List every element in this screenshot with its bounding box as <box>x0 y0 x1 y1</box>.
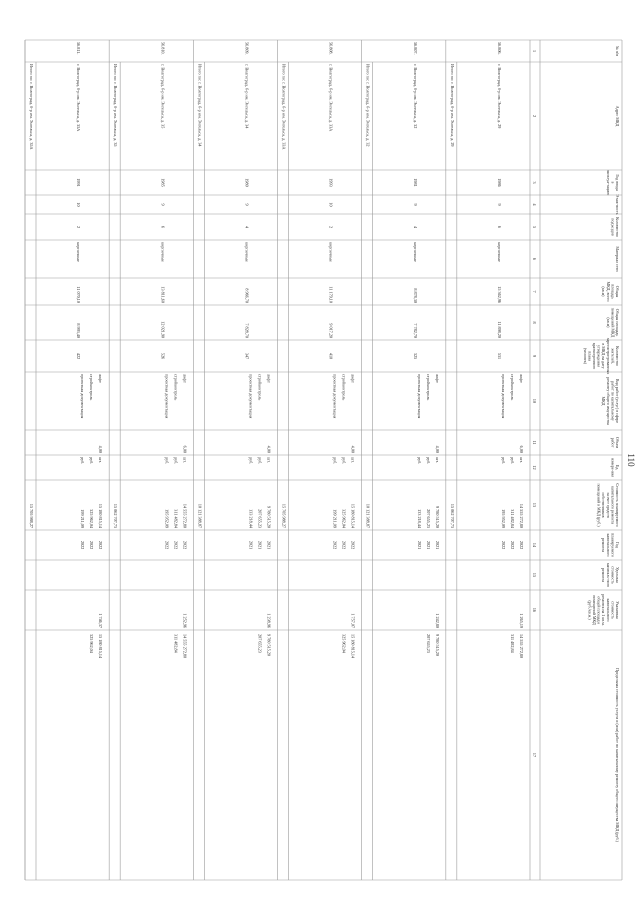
row-year-plan: 2022 <box>80 540 86 550</box>
header-specified: Указаннаястоимостькапитальногоремонта на 1 кв.м.общей площадипомещений МКД(руб./кв.м.) <box>587 594 620 626</box>
row-work-type: лифт <box>350 374 356 383</box>
row-work-type: лифт <box>98 374 104 383</box>
row-year-plan: 2021 <box>248 540 254 550</box>
row-work-type: стройконтроль <box>89 374 95 401</box>
row-unit: руб. <box>416 457 422 465</box>
row-area-total: 13 811,60 <box>160 286 166 303</box>
row-residents: 526 <box>160 352 166 360</box>
row-unit: руб. <box>257 457 263 465</box>
row-year: 1985 <box>160 178 166 187</box>
header-unit-cost: Удельнаястоимостькапиталь-ногоремонта <box>601 562 620 588</box>
row-floors: 10 <box>328 202 334 207</box>
row-wall: кирпичные <box>328 242 334 262</box>
register-table <box>25 40 622 880</box>
row-cost: 133 218,44 <box>248 509 254 528</box>
row-entrances: 2 <box>328 225 334 229</box>
row-subtotal-label: Итого по: г. Волгоград, б-р им. Энгельса, д. 35А <box>29 64 34 150</box>
row-area-total: 11 070,10 <box>76 286 82 303</box>
row-unit: руб. <box>332 457 338 465</box>
row-specified-cost: 1 238,96 <box>266 613 272 628</box>
row-unit: руб. <box>80 457 86 465</box>
column-number: 10 <box>532 398 537 404</box>
row-floors: 9 <box>244 203 250 206</box>
row-cost: 133 218,44 <box>416 509 422 528</box>
column-number: 13 <box>532 502 537 508</box>
row-limit: 15 180 815,14 <box>98 634 104 659</box>
row-cost: 199 211,09 <box>332 509 338 528</box>
row-unit: руб. <box>248 457 254 465</box>
header-limit: Предельная стоимость услуги и (или) работ по капитальному ремонту общего имущества МКД (руб.) <box>615 668 620 842</box>
row-residents: 531 <box>497 352 503 360</box>
row-year-plan: 2022 <box>182 540 188 550</box>
row-year: 1986 <box>497 178 503 187</box>
row-cost: 15 180 815,14 <box>350 503 356 528</box>
header-year-plan: Годпланируемогокапитальногоремонта <box>601 533 620 557</box>
row-year-plan: 2021 <box>425 540 431 550</box>
row-subtotal-sum: 15 062 707,73 <box>113 503 119 528</box>
row-subtotal-label: Итого по: г. Волгоград, б-р им. Энгельса, д. 34 <box>197 64 203 147</box>
row-entrances: 4 <box>412 225 418 229</box>
row-floors: 10 <box>76 202 82 207</box>
row-wall: кирпичные <box>412 242 418 262</box>
row-subtotal-label: Итого по: г. Волгоград, б-р им. Энгельса, д. 33А <box>281 64 287 150</box>
row-specified-cost: 1 265,19 <box>519 613 524 628</box>
row-volume: 4,00 <box>350 445 356 453</box>
row-number: 56.808. <box>328 42 334 55</box>
row-floors: 9 <box>160 203 166 206</box>
row-year-plan: 2022 <box>89 540 95 550</box>
row-work-type: проектная документация <box>501 374 506 419</box>
row-area-premises: 12 021,90 <box>160 321 166 338</box>
header-volume: Объемработ <box>610 436 620 449</box>
row-cost: 14 555 272,80 <box>519 503 524 528</box>
row-address: г. Волгоград, б-р им. Энгельса, д. 34 <box>244 64 250 129</box>
page-number: 110 <box>626 453 636 467</box>
row-cost: 195 952,09 <box>501 509 506 528</box>
row-entrances: 6 <box>160 225 166 229</box>
row-unit: руб. <box>173 457 179 465</box>
row-subtotal-label: Итого по: г. Волгоград, б-р им. Энгельса, д. 32 <box>365 64 371 147</box>
row-residents: 347 <box>244 352 250 360</box>
row-year: 1981 <box>412 178 418 187</box>
row-area-premises: 7 782,70 <box>412 323 418 338</box>
row-year-plan: 2021 <box>257 540 263 550</box>
row-number: 56.810. <box>160 42 166 55</box>
row-wall: кирпичные <box>160 242 166 262</box>
column-number: 6 <box>532 257 537 261</box>
header-cost: Стоимость планируемогокапитального ремонтаза счет средствсобственниковпомещений в МКД (руб.) <box>596 483 620 527</box>
row-specified-cost: 1 252,96 <box>182 613 188 628</box>
row-year: 1991 <box>76 178 82 187</box>
header-entrances: Количествоподъездов <box>610 217 620 237</box>
row-year-plan: 2022 <box>350 540 356 550</box>
row-residents: 410 <box>328 352 334 360</box>
row-unit: шт. <box>266 457 272 463</box>
row-area-total: 8 966,70 <box>244 288 250 303</box>
row-unit: шт. <box>98 457 104 463</box>
row-residents: 422 <box>76 352 82 360</box>
row-cost: 9 780 515,20 <box>434 506 440 528</box>
column-number: 5 <box>532 225 537 229</box>
row-work-type: стройконтроль <box>425 374 431 401</box>
column-number: 17 <box>532 752 537 758</box>
row-wall: кирпичные <box>244 242 250 262</box>
row-limit-2: 311 482,84 <box>173 634 179 653</box>
row-work-type: проектная документация <box>80 374 86 419</box>
column-number: 4 <box>532 203 537 206</box>
row-work-type: проектная документация <box>164 374 170 419</box>
row-unit: шт. <box>519 457 524 463</box>
row-year-plan: 2022 <box>332 540 338 550</box>
header-address: Адрес МКД <box>615 105 620 127</box>
row-specified-cost: 1 242,80 <box>434 613 440 628</box>
row-work-type: стройконтроль <box>341 374 347 401</box>
row-unit: руб. <box>510 457 515 465</box>
row-year-plan: 2022 <box>519 540 524 550</box>
row-subtotal-sum: 15 705 988,27 <box>281 503 287 528</box>
row-volume: 4,00 <box>434 445 440 453</box>
header-year: Год вводавэксплуа-тацию <box>605 169 620 196</box>
row-volume: 4,00 <box>98 445 104 453</box>
row-floors: 9 <box>412 203 418 206</box>
row-volume: 6,00 <box>182 445 188 453</box>
row-work-type: лифт <box>182 374 188 383</box>
column-number: 2 <box>532 114 537 118</box>
header-wall: Материал стен <box>615 246 620 272</box>
row-cost: 325 962,04 <box>341 509 347 528</box>
header-work-type: Вид работ (услуг) в сфереработ по капитальномуремонту общего имуществаМКД <box>601 377 620 425</box>
column-number: 9 <box>532 354 537 358</box>
row-area-premises: 11 898,20 <box>497 321 503 338</box>
row-subtotal-sum: 10 121 388,87 <box>365 503 371 528</box>
row-cost: 9 780 515,20 <box>266 506 272 528</box>
column-number: 16 <box>532 607 537 613</box>
row-work-type: стройконтроль <box>510 374 515 401</box>
row-subtotal-sum: 10 121 388,87 <box>197 503 203 528</box>
row-area-premises: 9 017,20 <box>328 323 334 338</box>
column-number: 12 <box>532 465 537 470</box>
row-cost: 195 952,09 <box>164 509 170 528</box>
row-subtotal-sum: 15 062 707,73 <box>449 503 455 528</box>
column-number: 8 <box>532 321 537 324</box>
row-work-type: лифт <box>266 374 272 383</box>
row-year-plan: 2021 <box>434 540 440 550</box>
row-work-type: лифт <box>519 374 524 383</box>
row-cost: 311 482,84 <box>173 509 179 528</box>
row-work-type: стройконтроль <box>257 374 263 401</box>
row-limit-2: 207 655,23 <box>257 634 263 653</box>
row-work-type: проектная документация <box>248 374 254 419</box>
row-number: 56.811. <box>76 42 82 55</box>
row-cost: 199 211,09 <box>80 509 86 528</box>
row-wall: кирпичные <box>497 242 503 262</box>
row-subtotal-label: Итого по: г. Волгоград, б-р им. Энгельса, д. 35 <box>113 64 119 147</box>
column-number: 14 <box>532 542 537 548</box>
row-address: г. Волгоград, б-р им. Энгельса, д. 29 <box>497 64 503 129</box>
row-limit: 14 555 272,80 <box>182 634 188 659</box>
row-year-plan: 2021 <box>416 540 422 550</box>
row-unit: шт. <box>182 457 188 463</box>
header-area-total: ОбщаяплощадьМКД, всего(кв.м) <box>601 281 620 302</box>
row-address: г. Волгоград, б-р им. Энгельса, д. 35А <box>76 64 82 132</box>
column-number: 7 <box>532 290 537 293</box>
row-work-type: стройконтроль <box>173 374 179 401</box>
row-limit-2: 311 482,84 <box>510 634 515 653</box>
row-wall: кирпичные <box>76 242 82 262</box>
row-specified-cost: 1 757,07 <box>350 613 356 628</box>
row-cost: 15 180 815,14 <box>98 503 104 528</box>
header-residents: Количествожителей,зарегистри-рованныхв МКД на датуутверждениякраткосрочногоплана(человек) <box>582 337 620 375</box>
row-year: 1993 <box>328 178 334 187</box>
row-cost: 207 655,23 <box>425 509 431 528</box>
row-work-type: лифт <box>434 374 440 383</box>
row-year-plan: 2022 <box>98 540 104 550</box>
row-subtotal-sum: 15 705 988,27 <box>29 503 34 528</box>
row-limit: 14 555 272,80 <box>519 634 524 659</box>
row-volume: 6,00 <box>519 445 524 453</box>
row-address: г. Волгоград, б-р им. Энгельса, д. 35 <box>160 64 166 129</box>
row-unit: шт. <box>434 457 440 463</box>
header-unit: Ед.измере-ния <box>610 457 620 478</box>
row-year-plan: 2022 <box>341 540 347 550</box>
row-cost: 207 655,23 <box>257 509 263 528</box>
row-year-plan: 2022 <box>501 540 506 550</box>
row-number: 56.809. <box>244 42 250 55</box>
row-volume: 4,00 <box>266 445 272 453</box>
row-unit: руб. <box>89 457 95 465</box>
row-year-plan: 2022 <box>173 540 179 550</box>
row-subtotal-label: Итого по: г. Волгоград, б-р им. Энгельса, д. 29 <box>449 64 455 147</box>
row-entrances: 4 <box>244 225 250 229</box>
row-year-plan: 2022 <box>164 540 170 550</box>
row-unit: руб. <box>425 457 431 465</box>
row-unit: шт. <box>350 457 356 463</box>
row-area-total: 15 362,96 <box>497 286 503 303</box>
row-limit: 9 780 515,20 <box>434 634 440 656</box>
row-cost: 14 555 272,80 <box>182 503 188 528</box>
row-address: г. Волгоград, б-р им. Энгельса, д. 33А <box>328 64 334 132</box>
header-floors: Этаж-ность <box>615 194 620 215</box>
row-address: г. Волгоград, б-р им. Энгельса, д. 32 <box>412 64 418 129</box>
row-limit-2: 325 962,04 <box>341 634 347 653</box>
row-area-total: 11 179,10 <box>328 286 334 303</box>
row-limit-2: 207 655,23 <box>425 634 431 653</box>
row-limit-2: 325 962,04 <box>89 634 95 653</box>
column-number: 3 <box>532 181 537 184</box>
row-area-premises: 8 993,40 <box>76 323 82 338</box>
column-number: 1 <box>532 49 537 53</box>
row-work-type: проектная документация <box>416 374 422 419</box>
row-number: 56.806. <box>497 42 503 55</box>
row-cost: 325 962,04 <box>89 509 95 528</box>
column-number: 11 <box>532 440 537 445</box>
row-floors: 9 <box>497 203 503 206</box>
header-no: № п/п <box>615 45 620 57</box>
header-area-premises: Общая площадьпомещений МКД(кв.м) <box>605 307 620 338</box>
row-unit: руб. <box>341 457 347 465</box>
row-residents: 325 <box>412 352 418 360</box>
row-unit: руб. <box>501 457 506 465</box>
row-specified-cost: 1 746,37 <box>98 613 104 628</box>
row-limit: 9 780 515,20 <box>266 634 272 656</box>
row-unit: руб. <box>164 457 170 465</box>
row-year: 1980 <box>244 178 250 187</box>
row-entrances: 6 <box>497 225 503 229</box>
row-year-plan: 2021 <box>266 540 272 550</box>
row-year-plan: 2022 <box>510 540 515 550</box>
row-entrances: 2 <box>76 225 82 229</box>
row-area-total: 8 878,30 <box>412 288 418 303</box>
row-cost: 311 482,84 <box>510 509 515 528</box>
row-area-premises: 7 828,70 <box>244 323 250 338</box>
row-number: 56.807. <box>412 42 418 55</box>
column-number: 15 <box>532 572 537 578</box>
row-limit: 15 180 815,14 <box>350 634 356 659</box>
row-work-type: проектная документация <box>332 374 338 419</box>
